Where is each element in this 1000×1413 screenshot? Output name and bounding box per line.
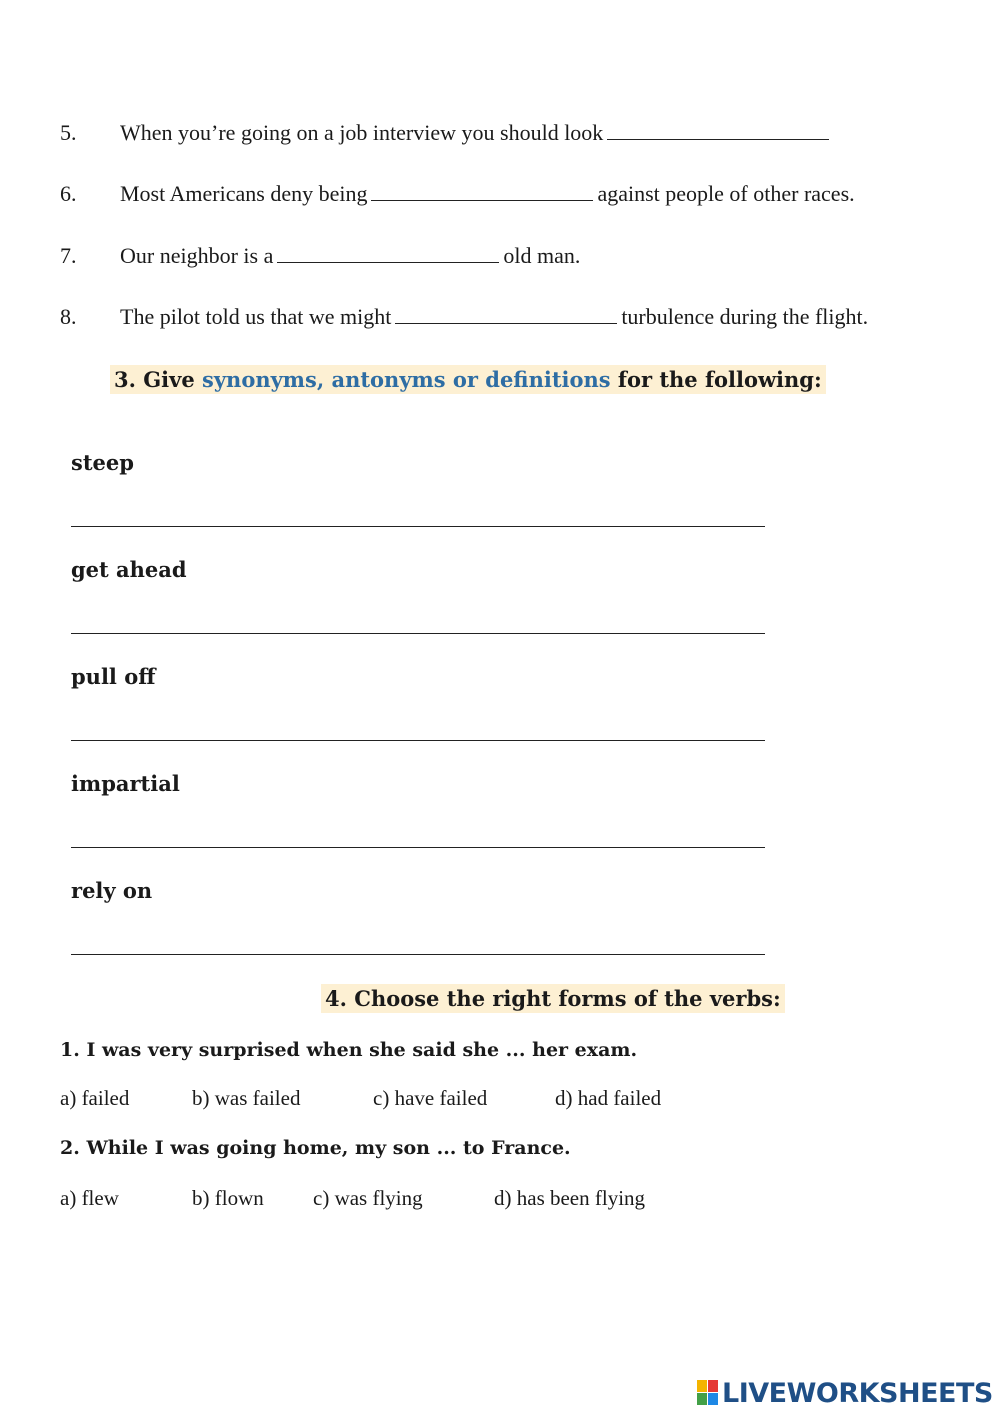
term-pull-off: pull off bbox=[71, 664, 156, 689]
option-a[interactable]: a) flew bbox=[60, 1186, 119, 1210]
logo-block bbox=[697, 1380, 707, 1392]
option-b[interactable]: b) flown bbox=[192, 1186, 264, 1210]
option-d[interactable]: d) had failed bbox=[555, 1086, 662, 1110]
answer-line[interactable] bbox=[71, 740, 765, 741]
logo-block bbox=[708, 1393, 718, 1405]
sentence-number: 6. bbox=[60, 181, 77, 206]
logo-text: LIVEWORKSHEETS bbox=[722, 1377, 993, 1409]
option-b[interactable]: b) was failed bbox=[192, 1086, 301, 1110]
logo-block bbox=[697, 1393, 707, 1405]
sentence-before: When you’re going on a job interview you should look bbox=[120, 120, 604, 145]
option-a[interactable]: a) failed bbox=[60, 1086, 130, 1110]
term-get-ahead: get ahead bbox=[71, 557, 187, 582]
answer-line[interactable] bbox=[71, 633, 765, 634]
sentence-before: Most Americans deny being bbox=[120, 181, 368, 206]
section-4-heading: 4. Choose the right forms of the verbs: bbox=[321, 984, 785, 1013]
sentence-before: The pilot told us that we might bbox=[120, 304, 392, 329]
sentence-text bbox=[120, 304, 868, 330]
sentence-text bbox=[120, 243, 580, 269]
blank-field[interactable] bbox=[277, 244, 499, 263]
blank-field[interactable] bbox=[607, 121, 829, 140]
blank-field[interactable] bbox=[395, 305, 617, 324]
term-steep: steep bbox=[71, 450, 134, 475]
answer-line[interactable] bbox=[71, 954, 765, 955]
question-1: 1. I was very surprised when she said she ... her exam. bbox=[60, 1039, 638, 1061]
section-3-accent: synonyms, antonyms or definitions bbox=[202, 367, 611, 392]
logo-block bbox=[708, 1380, 718, 1392]
sentence-number: 8. bbox=[60, 304, 77, 329]
answer-line[interactable] bbox=[71, 847, 765, 848]
sentence-number: 5. bbox=[60, 120, 77, 145]
term-rely-on: rely on bbox=[71, 878, 153, 903]
option-c[interactable]: c) was flying bbox=[313, 1186, 423, 1210]
term-impartial: impartial bbox=[71, 771, 180, 796]
sentence-after: old man. bbox=[503, 243, 581, 268]
sentence-after: against people of other races. bbox=[597, 181, 855, 206]
liveworksheets-logo bbox=[697, 1378, 993, 1408]
logo-blocks-icon bbox=[697, 1380, 719, 1406]
option-c[interactable]: c) have failed bbox=[373, 1086, 488, 1110]
section-3-heading: 3. Give synonyms, antonyms or definitions for the following: bbox=[110, 365, 826, 394]
option-d[interactable]: d) has been flying bbox=[494, 1186, 646, 1210]
sentence-number: 7. bbox=[60, 243, 77, 268]
blank-field[interactable] bbox=[371, 182, 593, 201]
question-2: 2. While I was going home, my son ... to France. bbox=[60, 1137, 571, 1159]
sentence-text bbox=[120, 120, 833, 146]
answer-line[interactable] bbox=[71, 526, 765, 527]
sentence-text bbox=[120, 181, 855, 207]
sentence-before: Our neighbor is a bbox=[120, 243, 274, 268]
sentence-after: turbulence during the flight. bbox=[621, 304, 869, 329]
